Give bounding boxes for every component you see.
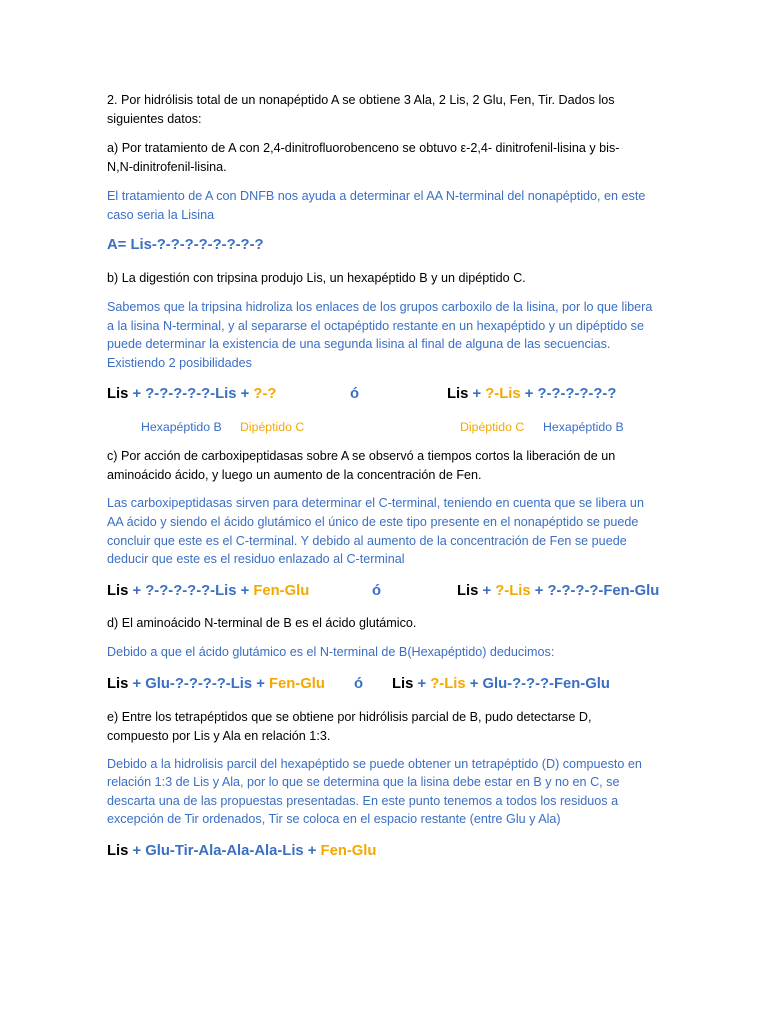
formula-lis: Lis (107, 583, 129, 599)
formula-lis: Lis (447, 386, 469, 402)
hexapeptide-b: ?-?-?-?-?-? (537, 386, 617, 402)
e-answer-line-3: descarta una de las propuestas presentadas. En este punto tenemos a todos los residuos a (107, 794, 619, 808)
c-formula-2 (457, 582, 659, 600)
e-answer-line-2: relación 1:3 de Lis y Ala, por lo que se determina que la lisina debe estar en B y no en C, se (107, 775, 620, 789)
a-answer-line-2: caso seria la Lisina (107, 208, 215, 222)
formula-plus: + (468, 386, 486, 402)
formula-plus: + (128, 386, 146, 402)
a-question-line-2: N,N-dinitrofenil-lisina. (107, 160, 227, 174)
formula-plus: + (520, 386, 538, 402)
dipeptide-c: Fen-Glu (268, 676, 325, 692)
c-answer-line-2: AA ácido y siendo el ácido glutámico el único de este tipo presente en el nonapéptido se puede (107, 515, 639, 529)
e-answer-line-4: excepción de Tir ordenados, Tir se coloca en el espacio restante (entre Glu y Ala) (107, 812, 561, 826)
e-question-line-1: e) Entre los tetrapéptidos que se obtiene por hidrólisis parcial de B, pudo detectarse D, (107, 710, 592, 724)
formula-plus: + (252, 676, 269, 692)
a-formula: A= Lis-?-?-?-?-?-?-?-? (107, 237, 264, 253)
c-answer-line-1: Las carboxipeptidasas sirven para determinar el C-terminal, teniendo en cuenta que se libera un (107, 496, 644, 510)
hexapeptide-b: ?-?-?-?-?-Lis (145, 386, 237, 402)
label-dipeptide-c-2: Dipéptido C (460, 420, 525, 434)
a-answer-line-1: El tratamiento de A con DNFB nos ayuda a determinar el AA N-terminal del nonapéptido, en este (107, 189, 646, 203)
or-separator: ó (372, 583, 382, 599)
formula-plus: + (530, 583, 548, 599)
formula-plus: + (236, 386, 254, 402)
b-answer-line-2: a la lisina N-terminal, y al separarse el octapéptido restante en un hexapéptido y un dipéptido se (107, 319, 644, 333)
formula-plus: + (128, 676, 146, 692)
b-formula-2 (447, 385, 616, 403)
dipeptide-c: ?-? (253, 386, 277, 402)
d-formula-2 (392, 675, 610, 693)
or-separator: ó (350, 386, 360, 402)
a-question-line-1: a) Por tratamiento de A con 2,4-dinitrofluorobenceno se obtuvo ε-2,4- dinitrofenil-lisina y bis- (107, 141, 620, 155)
formula-plus: + (478, 583, 496, 599)
hexapeptide-b: Glu-?-?-?-Fen-Glu (482, 676, 610, 692)
c-question-line-1: c) Por acción de carboxipeptidasas sobre A se observó a tiempos cortos la liberación de un (107, 449, 616, 463)
hexapeptide-b: Glu-Tir-Ala-Ala-Ala-Lis (145, 843, 304, 859)
formula-lis: Lis (457, 583, 479, 599)
formula-plus: + (303, 843, 321, 859)
hexapeptide-b: ?-?-?-?-?-Lis (145, 583, 237, 599)
c-question-line-2: aminoácido ácido, y luego un aumento de la concentración de Fen. (107, 468, 482, 482)
label-hexapeptide-b-2: Hexapéptido B (543, 420, 624, 434)
label-hexapeptide-b-1: Hexapéptido B (141, 420, 222, 434)
label-dipeptide-c-1: Dipéptido C (240, 420, 305, 434)
b-answer-line-1: Sabemos que la tripsina hidroliza los enlaces de los grupos carboxilo de la lisina, por lo que libera (107, 300, 653, 314)
formula-plus: + (236, 583, 254, 599)
b-question: b) La digestión con tripsina produjo Lis, un hexapéptido B y un dipéptido C. (107, 271, 526, 285)
b-answer-line-3: puede determinar la existencia de una segunda lisina al final de alguna de las secuencias. (107, 337, 611, 351)
dipeptide-c: ?-Lis (485, 386, 521, 402)
formula-plus: + (128, 583, 146, 599)
question-header-line-2: siguientes datos: (107, 112, 202, 126)
dipeptide-c: Fen-Glu (253, 583, 310, 599)
e-answer-line-1: Debido a la hidrolisis parcil del hexapéptido se puede obtener un tetrapéptido (D) compuesto en (107, 757, 642, 771)
question-header-line-1: 2. Por hidrólisis total de un nonapéptido A se obtiene 3 Ala, 2 Lis, 2 Glu, Fen, Tir. Dados los (107, 93, 615, 107)
b-answer-line-4: Existiendo 2 posibilidades (107, 356, 252, 370)
hexapeptide-b: ?-?-?-?-Fen-Glu (547, 583, 660, 599)
formula-plus: + (465, 676, 483, 692)
formula-lis: Lis (107, 386, 129, 402)
e-formula (107, 842, 376, 860)
formula-lis: Lis (107, 843, 129, 859)
d-question: d) El aminoácido N-terminal de B es el ácido glutámico. (107, 616, 417, 630)
formula-lis: Lis (392, 676, 414, 692)
d-answer: Debido a que el ácido glutámico es el N-terminal de B(Hexapéptido) deducimos: (107, 645, 555, 659)
dipeptide-c: Fen-Glu (320, 843, 377, 859)
dipeptide-c: ?-Lis (430, 676, 466, 692)
hexapeptide-b: Glu-?-?-?-?-Lis (145, 676, 253, 692)
b-formula-1 (107, 385, 276, 403)
c-answer-line-3: concluir que este es el C-terminal. Y debido al aumento de la concentración de Fen se puede (107, 534, 627, 548)
c-formula-1 (107, 582, 309, 600)
c-answer-line-4: deducir que este es el residuo enlazado al C-terminal (107, 552, 405, 566)
formula-plus: + (413, 676, 431, 692)
dipeptide-c: ?-Lis (495, 583, 531, 599)
formula-lis: Lis (107, 676, 129, 692)
e-question-line-2: compuesto por Lis y Ala en relación 1:3. (107, 729, 331, 743)
d-formula-1 (107, 675, 325, 693)
or-separator: ó (354, 676, 364, 692)
formula-plus: + (128, 843, 146, 859)
